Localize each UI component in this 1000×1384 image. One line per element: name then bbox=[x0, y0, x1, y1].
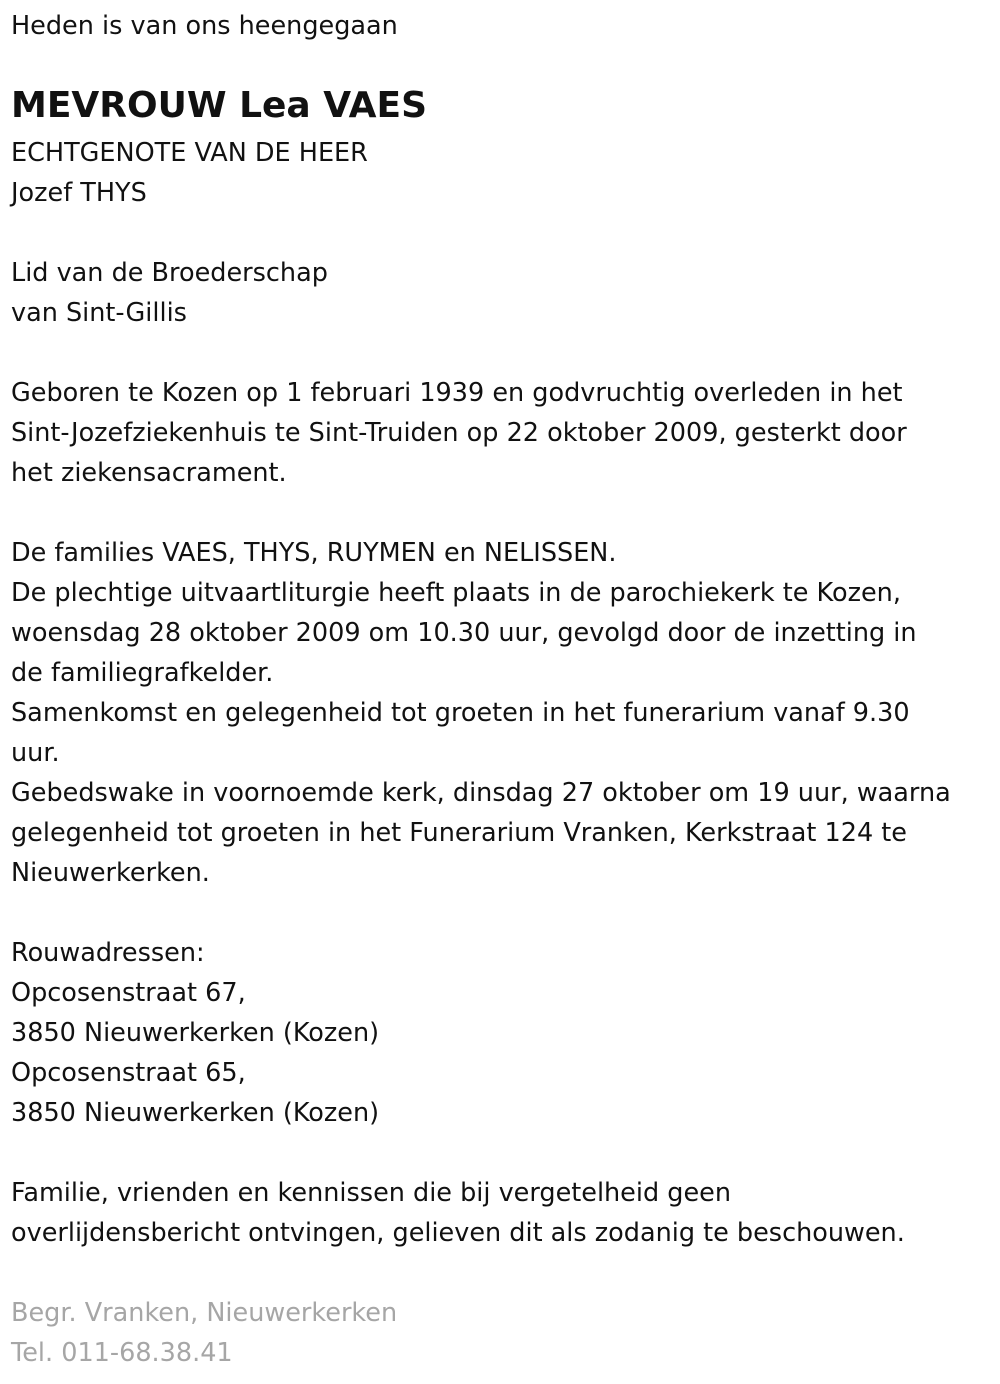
paragraph-line: het ziekensacrament. bbox=[11, 458, 287, 488]
undertaker-phone: Tel. 011-68.38.41 bbox=[11, 1338, 233, 1368]
undertaker-name: Begr. Vranken, Nieuwerkerken bbox=[11, 1298, 398, 1328]
spacer bbox=[11, 1253, 986, 1293]
paragraph-line: woensdag 28 oktober 2009 om 10.30 uur, gevolgd door de inzetting in bbox=[11, 618, 917, 648]
intro-text: Heden is van ons heengegaan bbox=[11, 11, 398, 41]
paragraph-line: gelegenheid tot groeten in het Funerarium Vranken, Kerkstraat 124 te bbox=[11, 818, 907, 848]
vigil-paragraph bbox=[11, 773, 986, 893]
spouse-label: ECHTGENOTE VAN DE HEER bbox=[11, 138, 368, 168]
paragraph-line: overlijdensbericht ontvingen, gelieven dit als zodanig te beschouwen. bbox=[11, 1218, 905, 1248]
closing-paragraph bbox=[11, 1173, 986, 1253]
spacer bbox=[11, 213, 986, 253]
address-line: Opcosenstraat 65, bbox=[11, 1058, 246, 1088]
paragraph-line: De plechtige uitvaartliturgie heeft plaats in de parochiekerk te Kozen, bbox=[11, 578, 901, 608]
paragraph-line: Samenkomst en gelegenheid tot groeten in het funerarium vanaf 9.30 bbox=[11, 698, 910, 728]
address-line: 3850 Nieuwerkerken (Kozen) bbox=[11, 1018, 380, 1048]
membership-line-2: van Sint-Gillis bbox=[11, 298, 187, 328]
address-line: 3850 Nieuwerkerken (Kozen) bbox=[11, 1098, 380, 1128]
birth-death-paragraph bbox=[11, 373, 986, 493]
paragraph-line: Gebedswake in voornoemde kerk, dinsdag 27 oktober om 19 uur, waarna bbox=[11, 778, 951, 808]
paragraph-line: Nieuwerkerken. bbox=[11, 858, 210, 888]
addresses-list bbox=[11, 973, 986, 1133]
spacer bbox=[11, 893, 986, 933]
address-line: Opcosenstraat 67, bbox=[11, 978, 246, 1008]
addresses-label: Rouwadressen: bbox=[11, 938, 205, 968]
paragraph-line: de familiegrafkelder. bbox=[11, 658, 274, 688]
paragraph-line: uur. bbox=[11, 738, 60, 768]
paragraph-line: Sint-Jozefziekenhuis te Sint-Truiden op 22 oktober 2009, gesterkt door bbox=[11, 418, 907, 448]
paragraph-line: Geboren te Kozen op 1 februari 1939 en godvruchtig overleden in het bbox=[11, 378, 903, 408]
families-text: De families VAES, THYS, RUYMEN en NELISSEN. bbox=[11, 538, 617, 568]
spacer bbox=[11, 333, 986, 373]
obituary-notice bbox=[11, 6, 986, 1373]
funeral-paragraph bbox=[11, 573, 986, 693]
deceased-name: MEVROUW Lea VAES bbox=[11, 85, 428, 126]
paragraph-line: Familie, vrienden en kennissen die bij vergetelheid geen bbox=[11, 1178, 731, 1208]
spouse-name: Jozef THYS bbox=[11, 178, 147, 208]
membership-line-1: Lid van de Broederschap bbox=[11, 258, 328, 288]
spacer bbox=[11, 1133, 986, 1173]
spacer bbox=[11, 493, 986, 533]
gathering-paragraph bbox=[11, 693, 986, 773]
